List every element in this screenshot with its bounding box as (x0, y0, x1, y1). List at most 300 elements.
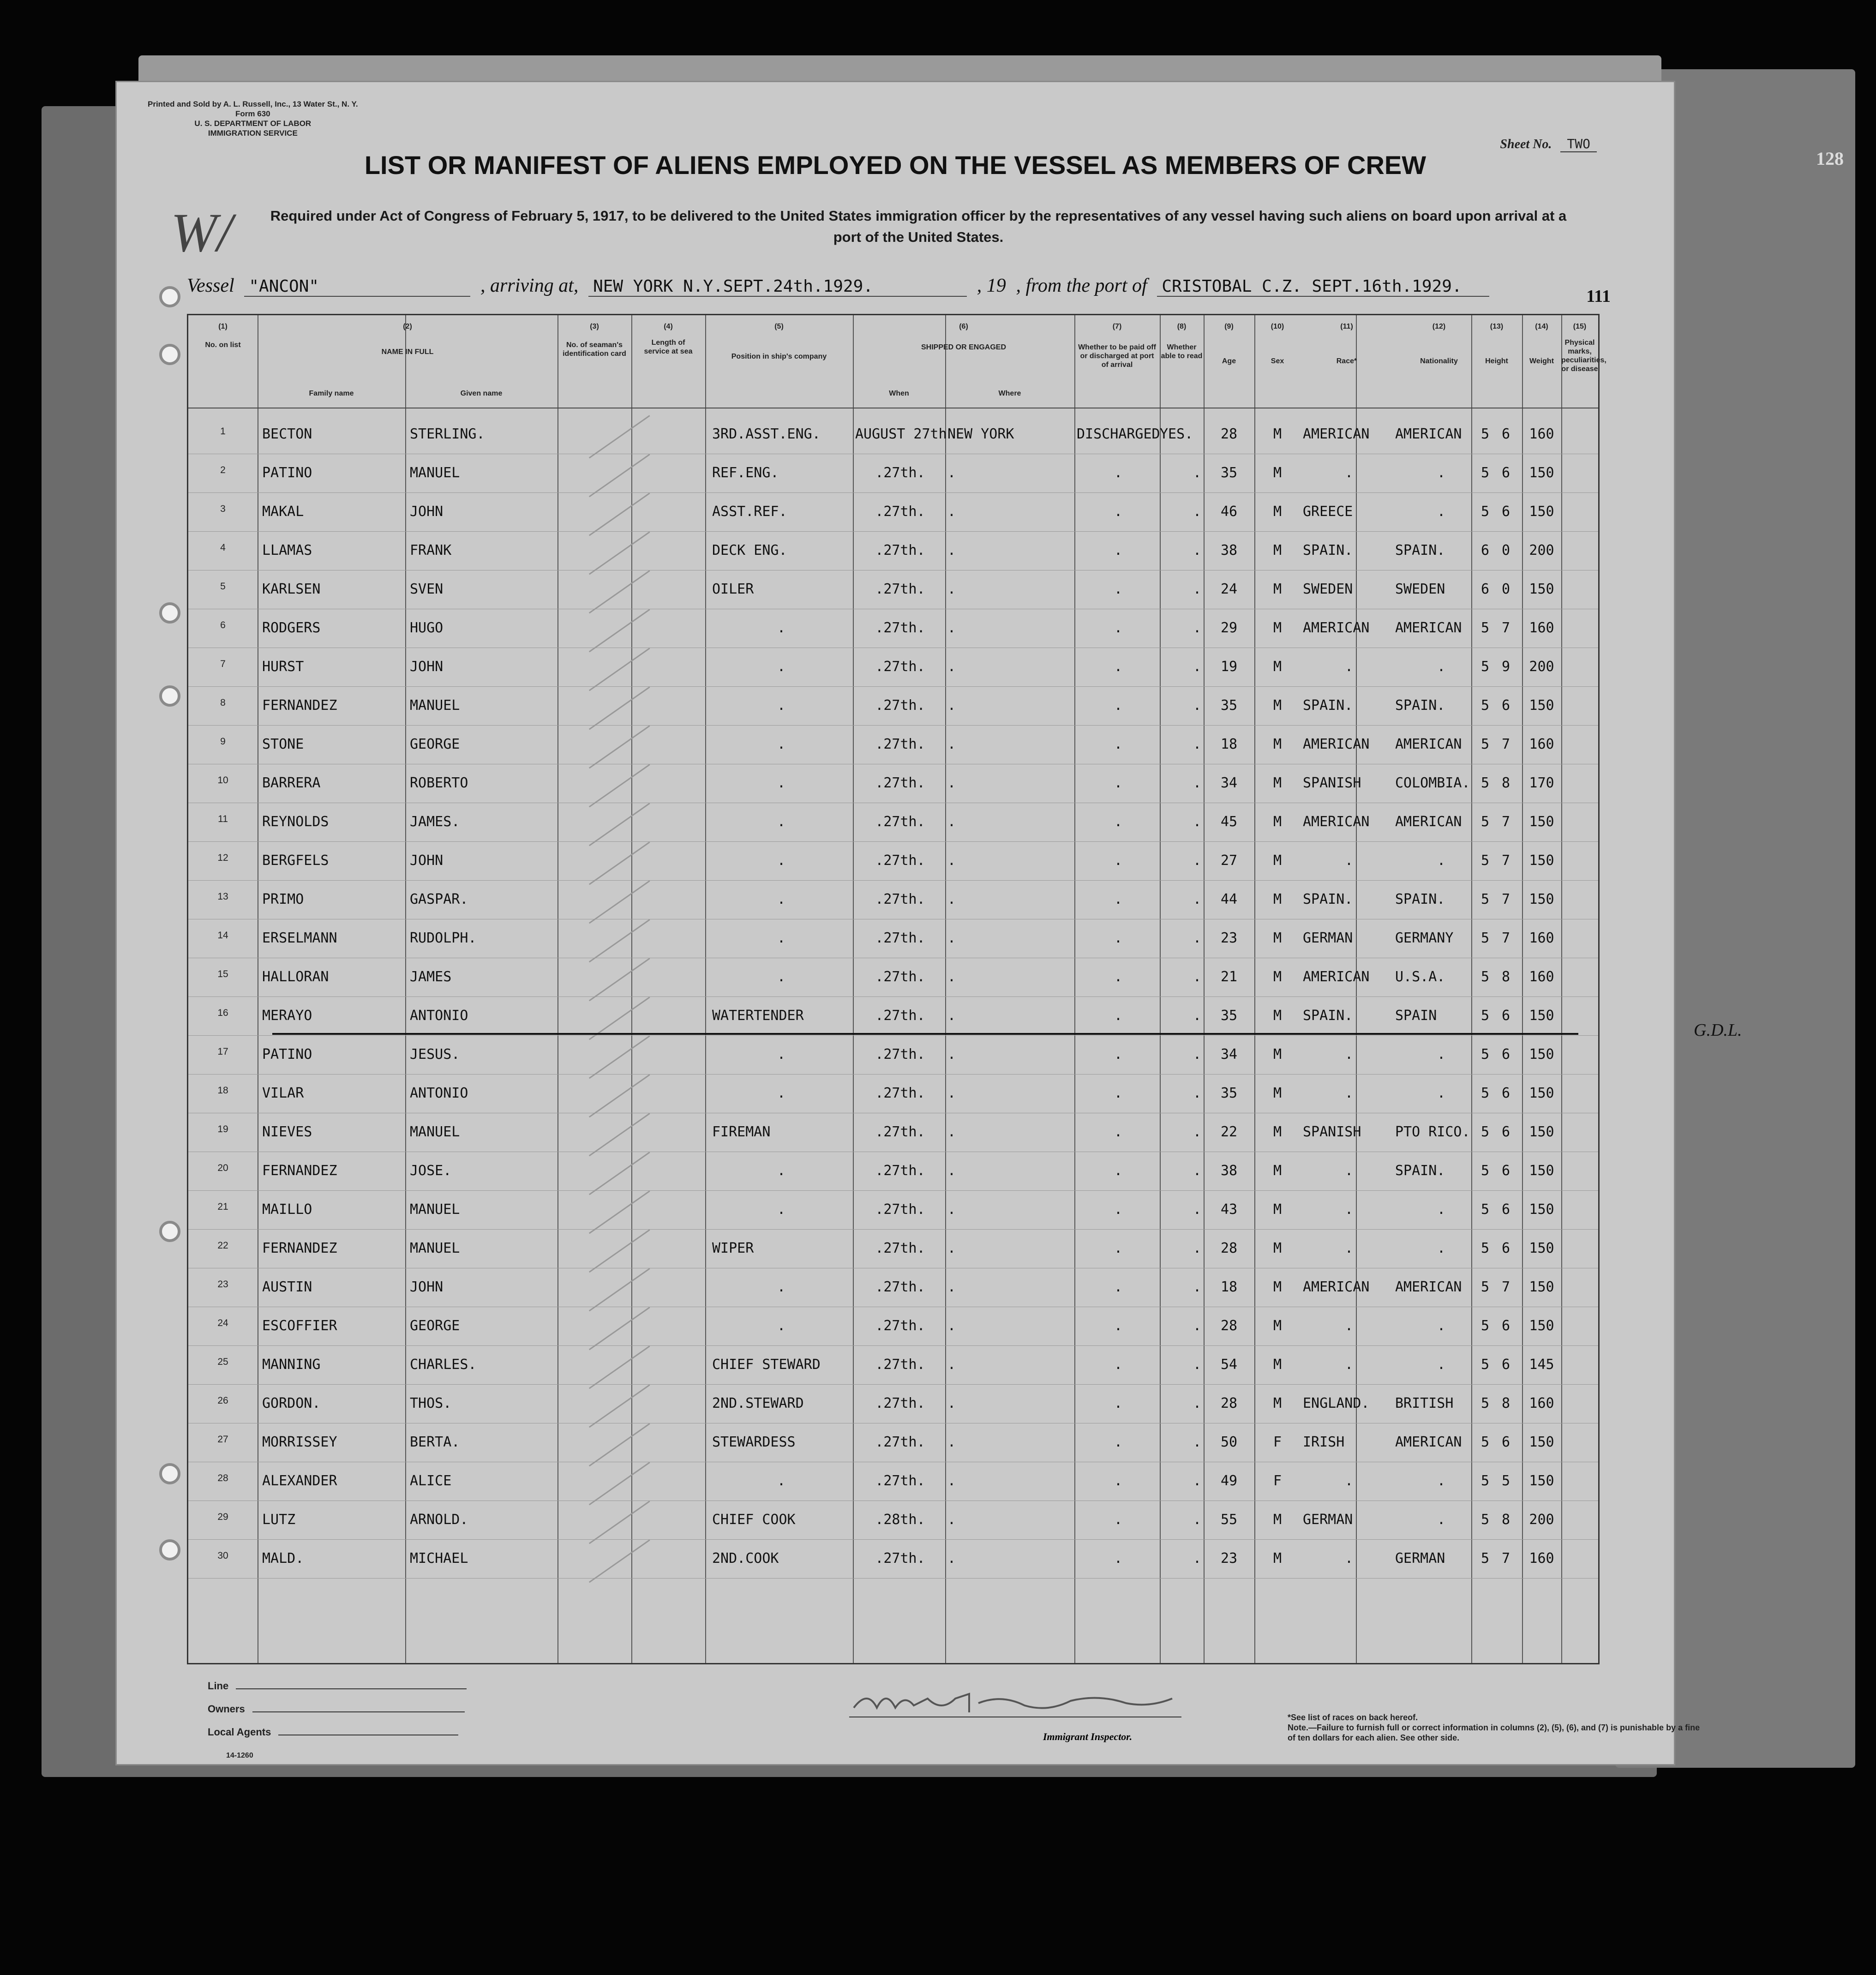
cell-when: .27th. (875, 1434, 925, 1450)
owners-label: Owners (208, 1703, 245, 1715)
cell-position: 3RD.ASST.ENG. (712, 426, 821, 442)
cell-read: . (1193, 775, 1201, 791)
cell-where: . (947, 1357, 956, 1373)
cell-paid: . (1114, 775, 1123, 791)
cell-position: STEWARDESS (712, 1434, 796, 1450)
cell-given: BERTA. (410, 1434, 460, 1450)
cell-no: 27 (217, 1434, 228, 1445)
cell-where: . (947, 1046, 956, 1063)
cell-age: 50 (1220, 1434, 1238, 1450)
cell-read: . (1193, 1008, 1201, 1024)
cell-age: 35 (1220, 465, 1238, 481)
cell-nationality: SPAIN. (1395, 542, 1445, 558)
cell-paid: . (1114, 504, 1123, 520)
cell-age: 21 (1220, 969, 1238, 985)
table-row-line (188, 492, 1598, 493)
table-row-line (188, 686, 1598, 687)
cell-paid: . (1114, 542, 1123, 558)
cell-ft: 5 (1480, 852, 1490, 869)
cell-given: MANUEL (410, 697, 460, 714)
cell-race: . (1344, 1201, 1354, 1218)
cell-when: .27th. (875, 1008, 925, 1024)
cell-position: CHIEF STEWARD (712, 1357, 821, 1373)
header-nationality: Nationality (1420, 357, 1458, 365)
cell-weight: 160 (1529, 736, 1554, 752)
cell-paid: . (1114, 1124, 1123, 1140)
cell-in: 0 (1501, 542, 1510, 558)
cell-where: . (947, 697, 956, 714)
cell-read: . (1193, 1512, 1201, 1528)
cell-nationality: SPAIN. (1395, 891, 1445, 907)
cell-given: THOS. (410, 1395, 452, 1411)
cell-when: .27th. (875, 1046, 925, 1063)
cell-family: PATINO (262, 1046, 312, 1063)
cell-in: 6 (1501, 1046, 1510, 1063)
cell-no: 3 (220, 504, 226, 514)
cell-read: . (1193, 1201, 1201, 1218)
cell-family: ERSELMANN (262, 930, 337, 946)
footer-note (1288, 1712, 1703, 1743)
cell-family: FERNANDEZ (262, 697, 337, 714)
cell-where: NEW YORK (947, 426, 1014, 442)
cell-sex: M (1273, 930, 1282, 946)
header-no-on-list: No. on list (205, 341, 241, 349)
table-row-line (188, 1190, 1598, 1191)
cell-ft: 5 (1480, 697, 1490, 714)
cell-nationality: SPAIN. (1395, 1163, 1445, 1179)
cell-given: JESUS. (410, 1046, 460, 1063)
cell-family: HURST (262, 659, 304, 675)
cell-position: . (777, 930, 786, 946)
cell-position: . (777, 1201, 786, 1218)
cell-ft: 5 (1480, 1163, 1490, 1179)
col-num-6: (6) (959, 323, 968, 330)
cell-nationality: AMERICAN (1395, 1279, 1462, 1295)
cell-nationality: . (1437, 1473, 1446, 1489)
cell-race: AMERICAN (1303, 1279, 1370, 1295)
cell-nationality: SWEDEN (1395, 581, 1445, 597)
cell-when: .27th. (875, 891, 925, 907)
cell-race: . (1344, 659, 1354, 675)
cell-age: 22 (1220, 1124, 1238, 1140)
cell-given: FRANK (410, 542, 452, 558)
cell-in: 0 (1501, 581, 1510, 597)
cell-position: . (777, 1085, 786, 1101)
cell-where: . (947, 542, 956, 558)
cell-sex: M (1273, 1201, 1282, 1218)
cell-ft: 5 (1480, 465, 1490, 481)
cell-no: 11 (218, 814, 228, 824)
cell-given: GEORGE (410, 736, 460, 752)
cell-no: 4 (220, 542, 226, 553)
cell-no: 25 (217, 1357, 228, 1367)
cell-in: 9 (1501, 659, 1510, 675)
cell-position: . (777, 969, 786, 985)
cell-in: 7 (1501, 814, 1510, 830)
cell-no: 6 (220, 620, 226, 630)
cell-position: FIREMAN (712, 1124, 771, 1140)
cell-ft: 5 (1480, 1240, 1490, 1256)
inspector-signature (849, 1685, 1181, 1722)
cell-paid: . (1114, 465, 1123, 481)
header-physical: Physical marks, peculiarities, or disease (1561, 339, 1606, 373)
cell-read: . (1193, 1163, 1201, 1179)
cell-sex: M (1273, 1395, 1282, 1411)
cell-given: MANUEL (410, 465, 460, 481)
cell-family: STONE (262, 736, 304, 752)
cell-nationality: . (1437, 1201, 1446, 1218)
cell-where: . (947, 581, 956, 597)
cell-when: AUGUST 27th (855, 426, 947, 442)
cell-age: 27 (1220, 852, 1238, 869)
cell-no: 29 (217, 1512, 228, 1522)
cell-nationality: AMERICAN (1395, 814, 1462, 830)
cell-weight: 150 (1529, 852, 1554, 869)
header-given-name: Given name (460, 390, 503, 397)
header-position: Position in ship's company (731, 353, 827, 360)
punch-hole (159, 344, 180, 365)
cell-paid: . (1114, 1473, 1123, 1489)
printer-imprint (148, 99, 358, 138)
cell-age: 28 (1220, 1240, 1238, 1256)
cell-given: JAMES. (410, 814, 460, 830)
cell-race: . (1344, 1318, 1354, 1334)
cell-read: . (1193, 1318, 1201, 1334)
cell-ft: 5 (1480, 1124, 1490, 1140)
cell-given: ANTONIO (410, 1008, 468, 1024)
cell-in: 6 (1501, 426, 1510, 442)
cell-age: 35 (1220, 1085, 1238, 1101)
header-paid-off: Whether to be paid off or discharged at port of arrival (1078, 343, 1156, 369)
cell-paid: . (1114, 1318, 1123, 1334)
col-num-3: (3) (590, 323, 599, 330)
footer-agents-label (208, 1726, 458, 1738)
cell-in: 6 (1501, 1163, 1510, 1179)
table-row-line (188, 1578, 1598, 1579)
cell-where: . (947, 1201, 956, 1218)
cell-in: 6 (1501, 1434, 1510, 1450)
cell-paid: . (1114, 1357, 1123, 1373)
cell-age: 18 (1220, 1279, 1238, 1295)
cell-sex: M (1273, 1240, 1282, 1256)
cell-weight: 150 (1529, 581, 1554, 597)
vessel-label: Vessel (187, 275, 234, 296)
cell-ft: 5 (1480, 1279, 1490, 1295)
table-row-line (188, 1035, 1598, 1036)
cell-in: 6 (1501, 1318, 1510, 1334)
cell-paid: . (1114, 1008, 1123, 1024)
department-name: U. S. DEPARTMENT OF LABOR (194, 119, 312, 128)
cell-sex: M (1273, 659, 1282, 675)
cell-weight: 150 (1529, 1434, 1554, 1450)
cell-when: .27th. (875, 852, 925, 869)
cell-family: REYNOLDS (262, 814, 329, 830)
cell-when: .27th. (875, 659, 925, 675)
cell-nationality: . (1437, 504, 1446, 520)
cell-paid: . (1114, 1085, 1123, 1101)
cell-paid: . (1114, 814, 1123, 830)
cell-weight: 200 (1529, 542, 1554, 558)
cell-no: 5 (220, 581, 226, 592)
cell-no: 10 (217, 775, 228, 786)
cell-where: . (947, 969, 956, 985)
table-row-line (188, 1539, 1598, 1540)
statute-text: Required under Act of Congress of February 5, 1917, to be delivered to the United States immigration officer by the representatives of any vessel having such aliens on board upon arrival at a port of the United States. (270, 208, 1567, 245)
header-family-name: Family name (309, 390, 354, 397)
cell-position: OILER (712, 581, 754, 597)
page-title: LIST OR MANIFEST OF ALIENS EMPLOYED ON THE VESSEL AS MEMBERS OF CREW (364, 150, 1426, 180)
cell-sex: F (1273, 1473, 1282, 1489)
cell-given: MANUEL (410, 1124, 460, 1140)
side-page-number: 128 (1816, 148, 1844, 169)
page-number: 111 (1586, 287, 1611, 306)
cell-read: . (1193, 852, 1201, 869)
cell-age: 28 (1220, 426, 1238, 442)
vessel-name: "ANCON" (244, 277, 470, 297)
cell-sex: M (1273, 775, 1282, 791)
cell-weight: 150 (1529, 1046, 1554, 1063)
cell-weight: 160 (1529, 930, 1554, 946)
cell-read: . (1193, 1240, 1201, 1256)
cell-sex: M (1273, 426, 1282, 442)
cell-given: CHARLES. (410, 1357, 477, 1373)
cell-race: SPAIN. (1303, 891, 1353, 907)
cell-given: ARNOLD. (410, 1512, 468, 1528)
table-row-line (188, 1229, 1598, 1230)
cell-age: 28 (1220, 1395, 1238, 1411)
cell-family: BERGFELS (262, 852, 329, 869)
cell-read: . (1193, 1124, 1201, 1140)
column-divider (1254, 315, 1255, 1663)
cell-given: STERLING. (410, 426, 485, 442)
cell-age: 34 (1220, 1046, 1238, 1063)
cell-when: .27th. (875, 1085, 925, 1101)
cell-weight: 170 (1529, 775, 1554, 791)
cell-read: . (1193, 504, 1201, 520)
cell-no: 28 (217, 1473, 228, 1483)
header-race: Race* (1336, 357, 1357, 365)
cell-family: MALD. (262, 1550, 304, 1567)
cell-position: . (777, 620, 786, 636)
cell-nationality: AMERICAN (1395, 620, 1462, 636)
cell-weight: 150 (1529, 1318, 1554, 1334)
cell-paid: . (1114, 969, 1123, 985)
cell-read: . (1193, 1434, 1201, 1450)
cell-ft: 5 (1480, 426, 1490, 442)
cell-nationality: . (1437, 1046, 1446, 1063)
cell-no: 21 (217, 1201, 228, 1212)
punch-hole (159, 286, 180, 307)
cell-nationality: U.S.A. (1395, 969, 1445, 985)
cell-when: .27th. (875, 1357, 925, 1373)
cell-when: .27th. (875, 1279, 925, 1295)
column-divider (853, 315, 854, 1663)
cell-weight: 150 (1529, 1279, 1554, 1295)
cell-nationality: COLOMBIA. (1395, 775, 1470, 791)
cell-when: .27th. (875, 775, 925, 791)
cell-ft: 5 (1480, 1046, 1490, 1063)
cell-family: MORRISSEY (262, 1434, 337, 1450)
col-num-8: (8) (1177, 323, 1187, 330)
header-sex: Sex (1271, 357, 1284, 365)
punch-hole (159, 1539, 180, 1561)
cell-weight: 160 (1529, 969, 1554, 985)
cell-race: SPANISH (1303, 775, 1361, 791)
cell-read: . (1193, 1395, 1201, 1411)
cell-read: . (1193, 736, 1201, 752)
cell-sex: M (1273, 891, 1282, 907)
cell-weight: 150 (1529, 465, 1554, 481)
cell-sex: M (1273, 969, 1282, 985)
cell-position: . (777, 891, 786, 907)
cell-sex: M (1273, 852, 1282, 869)
cell-race: SPANISH (1303, 1124, 1361, 1140)
cell-family: PATINO (262, 465, 312, 481)
cell-weight: 150 (1529, 891, 1554, 907)
col-num-11: (11) (1340, 323, 1353, 330)
header-when: When (889, 390, 909, 397)
cell-read: . (1193, 1473, 1201, 1489)
cell-ft: 5 (1480, 659, 1490, 675)
cell-in: 5 (1501, 1473, 1510, 1489)
cell-paid: . (1114, 659, 1123, 675)
cell-race: . (1344, 1473, 1354, 1489)
cell-when: .27th. (875, 1395, 925, 1411)
cell-weight: 160 (1529, 1550, 1554, 1567)
cell-paid: . (1114, 852, 1123, 869)
cell-read: . (1193, 581, 1201, 597)
cell-paid: . (1114, 620, 1123, 636)
cell-weight: 150 (1529, 1124, 1554, 1140)
cell-sex: M (1273, 1085, 1282, 1101)
cell-in: 8 (1501, 969, 1510, 985)
cell-nationality: . (1437, 1085, 1446, 1101)
cell-age: 29 (1220, 620, 1238, 636)
cell-family: ALEXANDER (262, 1473, 337, 1489)
cell-when: .27th. (875, 1318, 925, 1334)
race-note: *See list of races on back hereof. (1288, 1713, 1418, 1722)
cell-age: 23 (1220, 1550, 1238, 1567)
vessel-line (187, 275, 1599, 297)
col-num-1: (1) (218, 323, 228, 330)
cell-age: 18 (1220, 736, 1238, 752)
footer-owners-label (208, 1703, 465, 1715)
punch-hole (159, 602, 180, 624)
year-label: , 19 (977, 275, 1006, 296)
cell-when: .27th. (875, 969, 925, 985)
cell-race: . (1344, 465, 1354, 481)
table-row-line (188, 725, 1598, 726)
col-num-7: (7) (1112, 323, 1122, 330)
cell-no: 2 (220, 465, 226, 475)
cell-read: . (1193, 1357, 1201, 1373)
col-num-12: (12) (1432, 323, 1446, 330)
cell-read: . (1193, 930, 1201, 946)
cell-ft: 5 (1480, 930, 1490, 946)
cell-ft: 5 (1480, 1085, 1490, 1101)
cell-position: . (777, 1046, 786, 1063)
from-label: , from the port of (1016, 275, 1147, 296)
cell-age: 38 (1220, 542, 1238, 558)
cell-no: 16 (217, 1008, 228, 1018)
column-divider (1561, 315, 1562, 1663)
cell-no: 30 (217, 1550, 228, 1561)
cell-ft: 5 (1480, 969, 1490, 985)
cell-position: . (777, 852, 786, 869)
cell-weight: 160 (1529, 1395, 1554, 1411)
cell-race: SPAIN. (1303, 697, 1353, 714)
cell-position: 2ND.STEWARD (712, 1395, 804, 1411)
column-divider (1074, 315, 1075, 1663)
cell-race: AMERICAN (1303, 426, 1370, 442)
cell-weight: 150 (1529, 1008, 1554, 1024)
cell-read: . (1193, 542, 1201, 558)
cell-paid: . (1114, 1279, 1123, 1295)
cell-sex: M (1273, 814, 1282, 830)
cell-family: GORDON. (262, 1395, 321, 1411)
cell-ft: 6 (1480, 542, 1490, 558)
cell-age: 43 (1220, 1201, 1238, 1218)
cell-no: 12 (217, 852, 228, 863)
cell-paid: . (1114, 1512, 1123, 1528)
cell-read: . (1193, 814, 1201, 830)
cell-given: RUDOLPH. (410, 930, 477, 946)
cell-sex: M (1273, 465, 1282, 481)
penalty-note: Note.—Failure to furnish full or correct information in columns (2), (5), (6), and (7) is punishable by a fine of ten dollars for each alien. See other side. (1288, 1723, 1700, 1742)
cell-where: . (947, 504, 956, 520)
cell-ft: 5 (1480, 1473, 1490, 1489)
cell-paid: . (1114, 1395, 1123, 1411)
cell-weight: 200 (1529, 1512, 1554, 1528)
cell-ft: 5 (1480, 1395, 1490, 1411)
cell-when: .27th. (875, 930, 925, 946)
cell-family: LUTZ (262, 1512, 296, 1528)
strike-line-row-17 (272, 1033, 1578, 1035)
cell-nationality: SPAIN. (1395, 697, 1445, 714)
cell-sex: M (1273, 1357, 1282, 1373)
cell-weight: 150 (1529, 1163, 1554, 1179)
cell-ft: 5 (1480, 620, 1490, 636)
cell-where: . (947, 736, 956, 752)
cell-read: . (1193, 969, 1201, 985)
cell-weight: 150 (1529, 1085, 1554, 1101)
cell-race: AMERICAN (1303, 620, 1370, 636)
col-num-15: (15) (1573, 323, 1587, 330)
cell-family: HALLORAN (262, 969, 329, 985)
cell-age: 35 (1220, 697, 1238, 714)
cell-ft: 5 (1480, 1357, 1490, 1373)
cell-position: REF.ENG. (712, 465, 779, 481)
cell-position: . (777, 1473, 786, 1489)
cell-no: 22 (217, 1240, 228, 1251)
table-row-line (188, 1345, 1598, 1346)
cell-no: 26 (217, 1395, 228, 1406)
cell-ft: 5 (1480, 504, 1490, 520)
cell-family: MANNING (262, 1357, 321, 1373)
cell-position: . (777, 736, 786, 752)
cell-sex: M (1273, 542, 1282, 558)
col-num-9: (9) (1224, 323, 1234, 330)
table-row-line (188, 531, 1598, 532)
cell-read: . (1193, 1279, 1201, 1295)
column-divider (405, 315, 406, 1663)
cell-paid: . (1114, 1240, 1123, 1256)
cell-race: SPAIN. (1303, 1008, 1353, 1024)
cell-where: . (947, 1163, 956, 1179)
cell-nationality: GERMANY (1395, 930, 1454, 946)
cell-family: MAKAL (262, 504, 304, 520)
cell-given: ROBERTO (410, 775, 468, 791)
